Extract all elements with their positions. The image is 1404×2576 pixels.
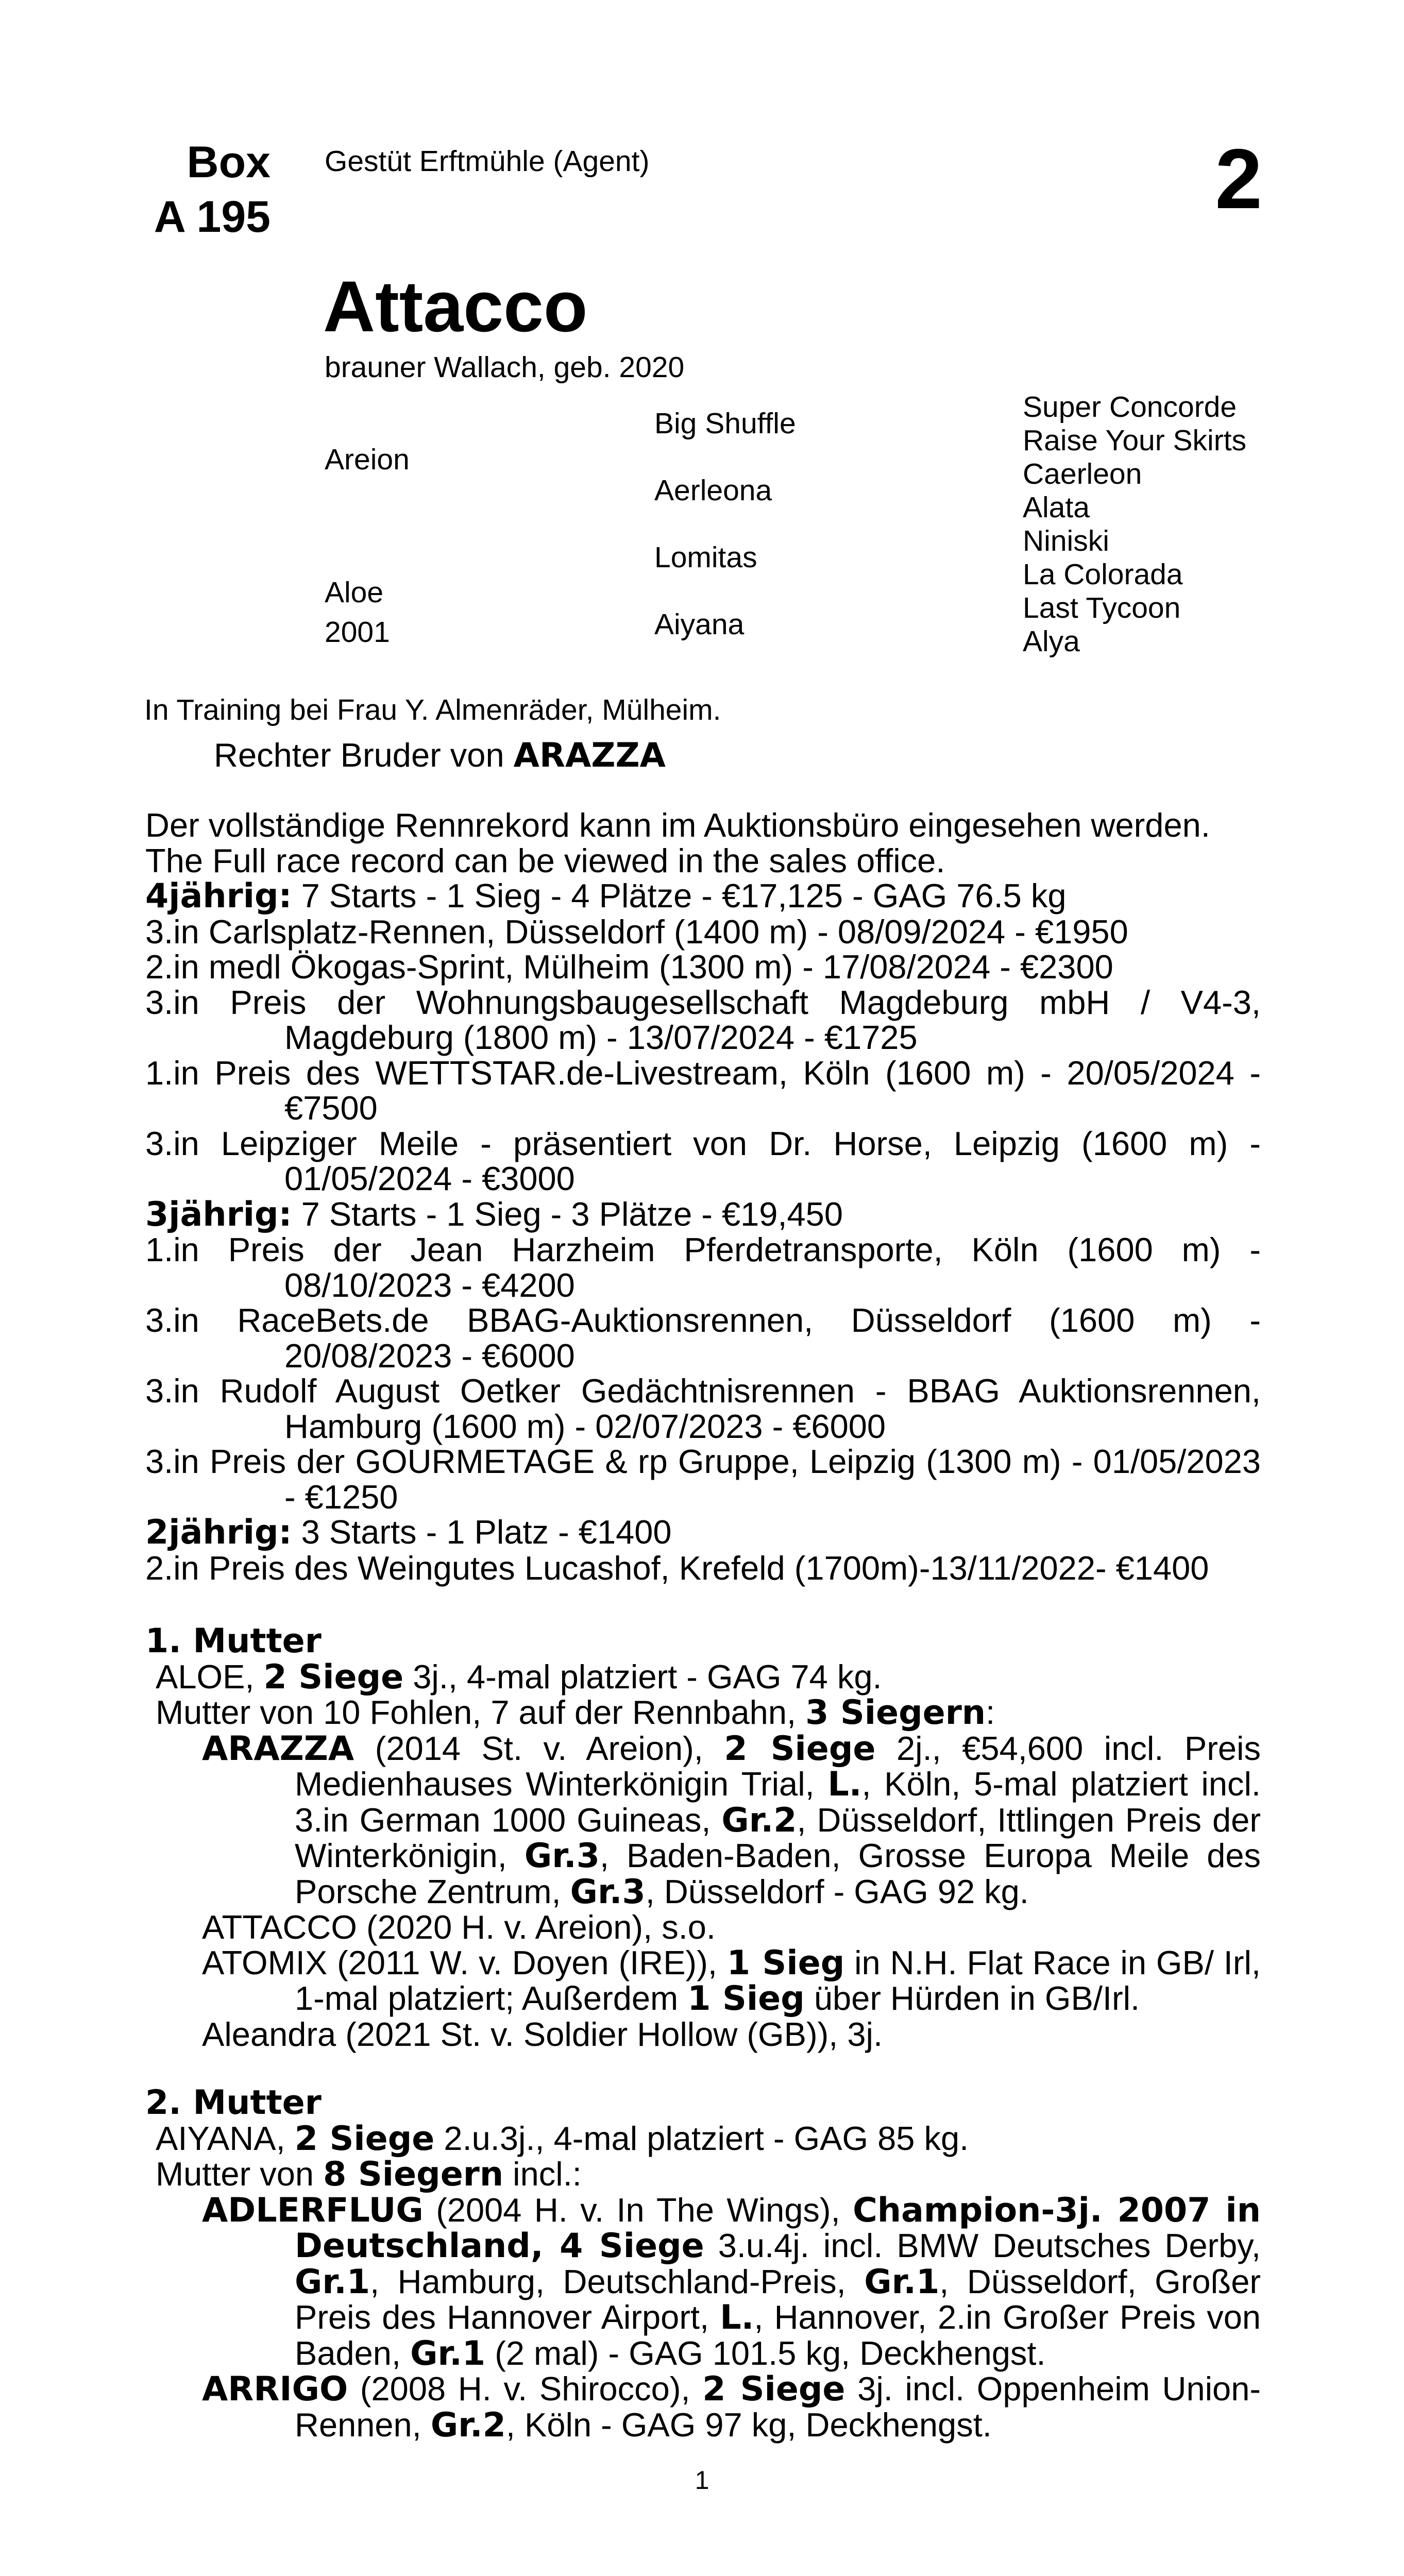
record-note-de: Der vollständige Rennrekord kann im Auktionsbüro eingesehen werden. bbox=[145, 806, 1210, 844]
race-entry: 2.in medl Ökogas-Sprint, Mülheim (1300 m) - 17/08/2024 - €2300 bbox=[145, 948, 1113, 986]
produce-entry: Aleandra (2021 St. v. Soldier Hollow (GB)), 3j. bbox=[202, 2015, 883, 2053]
race-record bbox=[145, 808, 1261, 1586]
pedigree-g3: Caerleon bbox=[1023, 457, 1142, 490]
age-summary bbox=[145, 878, 1261, 914]
race-entry: 1.in Preis des WETTSTAR.de-Livestream, Köln (1600 m) - 20/05/2024 - €7500 bbox=[145, 1054, 1261, 1127]
race-entry: 3.in RaceBets.de BBAG-Auktionsrennen, Düsseldorf (1600 m) - 20/08/2023 - €6000 bbox=[145, 1301, 1261, 1375]
age-summary bbox=[145, 1197, 1261, 1233]
sibling-name: ARAZZA bbox=[513, 736, 666, 775]
age-label: 3jährig: bbox=[145, 1195, 292, 1234]
race-entry: 3.in Rudolf August Oetker Gedächtnisrennen - BBAG Auktionsrennen, Hamburg (1600 m) - 02/07/2023 - €6000 bbox=[145, 1372, 1261, 1445]
horse-name: Attacco bbox=[323, 266, 588, 347]
dam-produce-line: Mutter von 8 Siegern incl.: bbox=[156, 2155, 582, 2194]
pedigree-sire: Areion bbox=[325, 443, 410, 476]
age-stats: 3 Starts - 1 Platz - €1400 bbox=[292, 1513, 672, 1551]
sibling-prefix: Rechter Bruder von bbox=[214, 736, 514, 774]
box-label: Box bbox=[187, 138, 270, 187]
produce-entry: ARAZZA (2014 St. v. Areion), 2 Siege 2j., €54,600 incl. Preis Medienhauses Winterkönigin Trial, L., Köln, 5-mal platziert incl. 3.in German 1000 Guineas, Gr.2, Düsseldorf, Ittlingen Preis der Winterkönigin, Gr.3, Baden-Baden, Grosse Europa Meile des Porsche Zentrum, Gr.3, Düsseldorf - GAG 92 kg. bbox=[202, 1729, 1261, 1911]
consignor: Gestüt Erftmühle (Agent) bbox=[325, 145, 650, 178]
age-label: 4jährig: bbox=[145, 877, 292, 916]
section-heading: 2. Mutter bbox=[145, 2083, 322, 2122]
first-dam-section bbox=[145, 1624, 1261, 2052]
pedigree-g2: Lomitas bbox=[654, 541, 757, 574]
pedigree-g3: Alata bbox=[1023, 491, 1090, 524]
dam-line: ALOE, 2 Siege 3j., 4-mal platziert - GAG 74 kg. bbox=[156, 1657, 882, 1697]
produce-list bbox=[145, 2193, 1261, 2444]
race-entry: 3.in Carlsplatz-Rennen, Düsseldorf (1400 m) - 08/09/2024 - €1950 bbox=[145, 912, 1128, 951]
pedigree-g3: Alya bbox=[1023, 625, 1080, 658]
pedigree-g2: Big Shuffle bbox=[654, 407, 796, 440]
age-stats: 7 Starts - 1 Sieg - 4 Plätze - €17,125 - GAG 76.5 kg bbox=[292, 877, 1067, 914]
pedigree-g3: Super Concorde bbox=[1023, 391, 1237, 423]
age-summary bbox=[145, 1515, 1261, 1551]
race-entry: 3.in Preis der GOURMETAGE & rp Gruppe, Leipzig (1300 m) - 01/05/2023 - €1250 bbox=[145, 1443, 1261, 1516]
lot-number: 2 bbox=[1215, 131, 1262, 226]
age-label: 2jährig: bbox=[145, 1513, 292, 1552]
pedigree-dam: Aloe bbox=[325, 576, 384, 609]
produce-entry: ATTACCO (2020 H. v. Areion), s.o. bbox=[202, 1908, 716, 1946]
sibling-line bbox=[214, 736, 666, 775]
pedigree-g2: Aiyana bbox=[654, 608, 745, 641]
pedigree-g3: Niniski bbox=[1023, 524, 1109, 557]
section-heading: 1. Mutter bbox=[145, 1622, 322, 1660]
race-entry: 3.in Leipziger Meile - präsentiert von Dr. Horse, Leipzig (1600 m) - 01/05/2024 - €3000 bbox=[145, 1124, 1261, 1197]
box-id: A 195 bbox=[154, 192, 270, 242]
pedigree-g3: Last Tycoon bbox=[1023, 591, 1181, 624]
record-note-en: The Full race record can be viewed in the sales office. bbox=[145, 841, 945, 879]
page-number: 1 bbox=[695, 2466, 709, 2495]
produce-entry: ATOMIX (2011 W. v. Doyen (IRE)), 1 Sieg in N.H. Flat Race in GB/ Irl, 1-mal platziert; Außerdem 1 Sieg über Hürden in GB/Irl. bbox=[202, 1943, 1261, 2018]
race-entry: 1.in Preis der Jean Harzheim Pferdetransporte, Köln (1600 m) - 08/10/2023 - €4200 bbox=[145, 1231, 1261, 1304]
produce-entry: ARRIGO (2008 H. v. Shirocco), 2 Siege 3j. incl. Oppenheim Union-Rennen, Gr.2, Köln - GAG 97 kg, Deckhengst. bbox=[202, 2370, 1261, 2445]
dam-line: AIYANA, 2 Siege 2.u.3j., 4-mal platziert - GAG 85 kg. bbox=[156, 2119, 969, 2158]
box-number bbox=[144, 135, 270, 244]
horse-description: brauner Wallach, geb. 2020 bbox=[325, 351, 685, 384]
pedigree-dam-year: 2001 bbox=[325, 616, 390, 649]
age-stats: 7 Starts - 1 Sieg - 3 Plätze - €19,450 bbox=[292, 1195, 843, 1233]
trainer-line: In Training bei Frau Y. Almenräder, Mülheim. bbox=[144, 693, 721, 726]
pedigree-g2: Aerleona bbox=[654, 474, 772, 507]
second-dam-section bbox=[145, 2083, 1261, 2445]
pedigree-g3: Raise Your Skirts bbox=[1023, 424, 1247, 457]
produce-list bbox=[145, 1731, 1261, 2053]
produce-entry: ADLERFLUG (2004 H. v. In The Wings), Champion-3j. 2007 in Deutschland, 4 Siege 3.u.4j. incl. BMW Deutsches Derby, Gr.1, Hamburg, Deutschland-Preis, Gr.1, Düsseldorf, Großer Preis des Hannover Airport, L., Hannover, 2.in Großer Preis von Baden, Gr.1 (2 mal) - GAG 101.5 kg, Deckhengst. bbox=[202, 2191, 1261, 2373]
dam-produce-line: Mutter von 10 Fohlen, 7 auf der Rennbahn, 3 Siegern: bbox=[156, 1693, 995, 1732]
race-entry: 3.in Preis der Wohnungsbaugesellschaft Magdeburg mbH / V4-3, Magdeburg (1800 m) - 13/07/2024 - €1725 bbox=[145, 983, 1261, 1056]
pedigree-g3: La Colorada bbox=[1023, 558, 1183, 591]
race-entry: 2.in Preis des Weingutes Lucashof, Krefeld (1700m)-13/11/2022- €1400 bbox=[145, 1549, 1209, 1587]
